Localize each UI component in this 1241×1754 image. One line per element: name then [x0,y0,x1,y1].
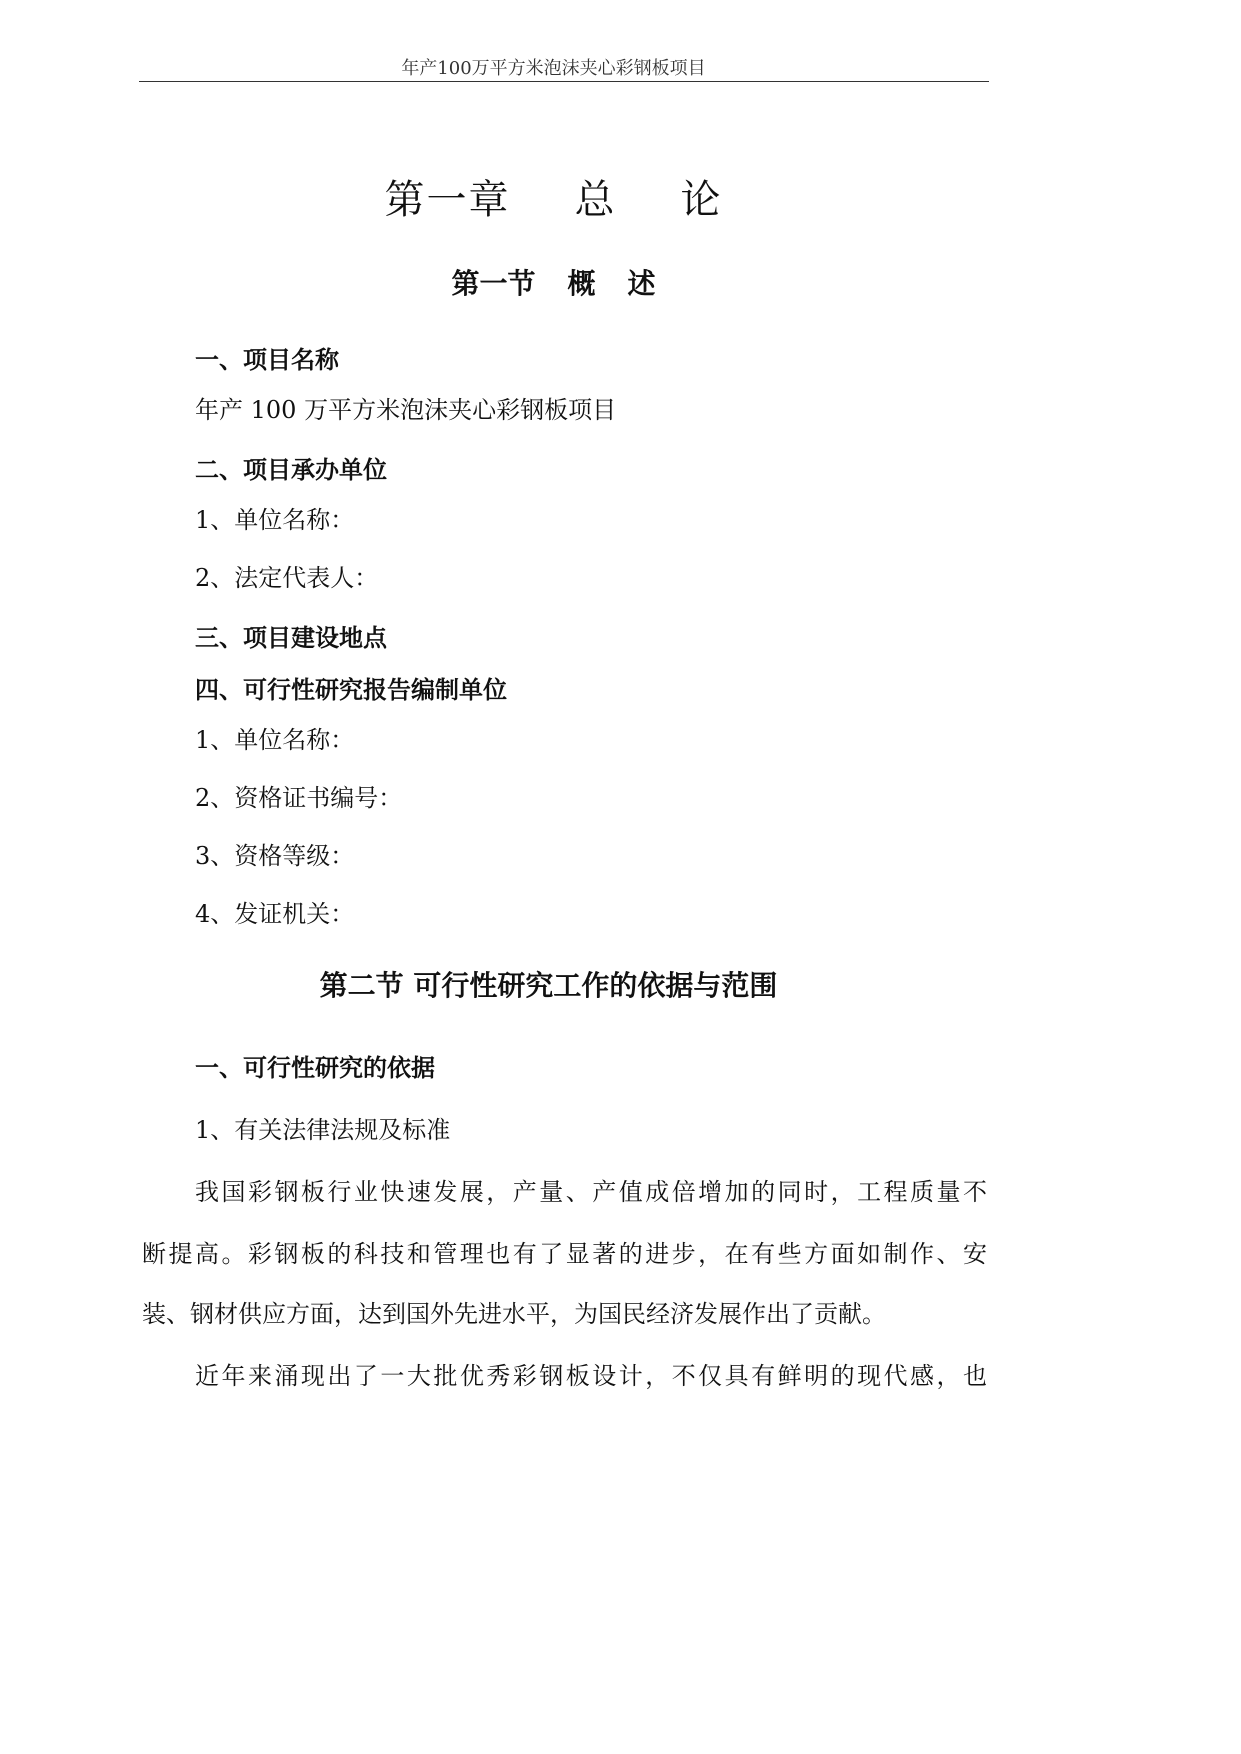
section-2-title: 第二节 可行性研究工作的依据与范围 [319,969,778,1002]
heading-location: 三、项目建设地点 [195,624,387,652]
chapter-word-1: 总 [574,177,617,223]
section-1-word-1: 概 [567,267,596,300]
section-1-title [0,262,1107,302]
header-rule [139,81,989,82]
heading-organizer: 二、项目承办单位 [195,456,387,484]
heading-report-unit: 四、可行性研究报告编制单位 [195,676,507,704]
heading-basis: 一、可行性研究的依据 [195,1054,435,1082]
section-1-number: 第一节 [451,267,536,300]
chapter-title [0,168,1107,225]
paragraph-2-line-1: 近年来涌现出了一大批优秀彩钢板设计，不仅具有鲜明的现代感，也 [195,1362,987,1390]
section-1-word-2: 述 [627,267,656,300]
basis-item-1: 1、有关法律法规及标准 [195,1116,451,1144]
paragraph-1-line-3: 装、钢材供应方面，达到国外先进水平，为国民经济发展作出了贡献。 [142,1300,886,1328]
chapter-number: 第一章 [384,177,511,223]
paragraph-1-line-1: 我国彩钢板行业快速发展，产量、产值成倍增加的同时，工程质量不 [195,1178,987,1206]
report-unit-name: 1、单位名称： [195,726,355,754]
project-name-text: 年产 100 万平方米泡沫夹心彩钢板项目 [195,396,617,424]
organizer-legal-rep: 2、法定代表人： [195,564,379,592]
heading-project-name: 一、项目名称 [195,346,339,374]
running-header: 年产100万平方米泡沫夹心彩钢板项目 [401,58,706,79]
paragraph-1-line-2: 断提高。彩钢板的科技和管理也有了显著的进步，在有些方面如制作、安 [142,1240,987,1268]
report-unit-cert-number: 2、资格证书编号： [195,784,403,812]
organizer-unit-name: 1、单位名称： [195,506,355,534]
report-unit-issuer: 4、发证机关： [195,900,355,928]
report-unit-grade: 3、资格等级： [195,842,355,870]
chapter-word-2: 论 [680,177,723,223]
